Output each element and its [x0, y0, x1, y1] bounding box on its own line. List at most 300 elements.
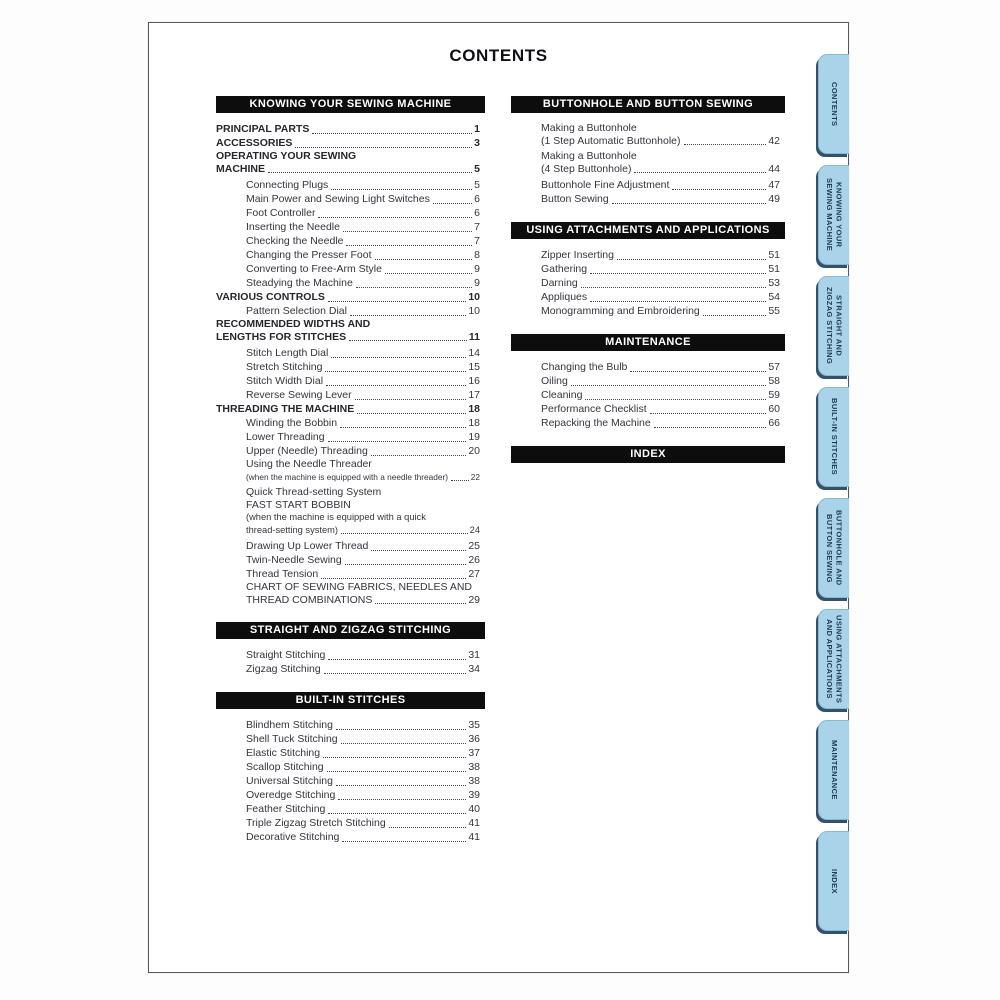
toc-entry-line — [246, 539, 480, 553]
toc-section-straight-and-zigzag-stitching — [216, 622, 485, 676]
section-header-straight-and-zigzag-stitching: STRAIGHT AND ZIGZAG STITCHING — [216, 622, 485, 639]
entry-title: (1 Step Automatic Buttonhole) — [541, 134, 681, 147]
toc-entry[interactable] — [511, 276, 785, 290]
toc-entry-line — [246, 567, 480, 581]
entry-title: (when the machine is equipped with a needle threader) — [246, 471, 449, 482]
toc-entry[interactable] — [216, 830, 485, 844]
entry-title: Using the Needle Threader — [246, 458, 372, 470]
tab-label — [825, 287, 844, 364]
toc-entry[interactable] — [216, 220, 485, 234]
toc-entry[interactable] — [216, 430, 485, 444]
tab-label — [825, 178, 844, 251]
page-number: 18 — [468, 403, 480, 415]
toc-entry-line — [541, 192, 780, 206]
toc-entry[interactable] — [216, 122, 485, 136]
toc-entry[interactable] — [511, 374, 785, 388]
entry-title: RECOMMENDED WIDTHS AND — [216, 318, 371, 330]
toc-entry[interactable] — [216, 788, 485, 802]
toc-entry-line — [246, 732, 480, 746]
dot-leader — [634, 170, 766, 173]
dot-leader — [650, 411, 767, 414]
entry-title: Oiling — [541, 375, 568, 387]
tab-label-line: STRAIGHT AND — [834, 295, 844, 357]
toc-entry[interactable] — [511, 262, 785, 276]
toc-entry[interactable] — [216, 416, 485, 430]
entry-title: Reverse Sewing Lever — [246, 389, 352, 401]
page-number: 51 — [768, 249, 780, 261]
toc-entry[interactable] — [216, 318, 485, 343]
section-header-built-in-stitches: BUILT-IN STITCHES — [216, 692, 485, 709]
tab-label — [825, 615, 844, 703]
page-number: 29 — [468, 593, 480, 606]
page-number: 18 — [468, 417, 480, 429]
toc-entry-line — [246, 276, 480, 290]
dot-leader — [321, 576, 466, 579]
page-number: 1 — [474, 123, 480, 135]
entry-title: Checking the Needle — [246, 235, 344, 247]
toc-entry[interactable] — [216, 388, 485, 402]
toc-entry-line — [246, 346, 480, 360]
page-number: 51 — [768, 263, 780, 275]
page-number: 7 — [474, 235, 480, 247]
toc-entry-line — [246, 416, 480, 430]
tab-label — [829, 740, 839, 800]
toc-entry-line — [246, 760, 480, 774]
dot-leader — [342, 839, 466, 842]
toc-entry[interactable] — [216, 746, 485, 760]
entry-title: Gathering — [541, 263, 588, 275]
entry-title: Triple Zigzag Stretch Stitching — [246, 817, 386, 829]
entry-title: Blindhem Stitching — [246, 719, 333, 731]
toc-entry-line — [541, 416, 780, 430]
tab-built-in-stitches[interactable] — [818, 387, 849, 487]
dot-leader — [268, 170, 472, 173]
page-number: 10 — [468, 291, 480, 303]
entry-title: Connecting Plugs — [246, 179, 329, 191]
dot-leader — [328, 299, 466, 302]
toc-entry-line — [246, 262, 480, 276]
entry-title: Upper (Needle) Threading — [246, 445, 368, 457]
toc-entry-line — [246, 511, 480, 524]
tab-label — [829, 398, 839, 475]
toc-entry-line — [541, 402, 780, 416]
entry-title: Repacking the Machine — [541, 417, 651, 429]
dot-leader — [327, 769, 467, 772]
toc-entry-line — [216, 122, 480, 136]
page-number: 9 — [474, 277, 480, 289]
toc-entry-line — [246, 430, 480, 444]
toc-entry[interactable] — [216, 662, 485, 676]
page-number: 6 — [474, 207, 480, 219]
toc-entry-line — [246, 486, 480, 499]
page-number: 24 — [469, 524, 480, 535]
toc-entry-line — [246, 718, 480, 732]
page-number: 17 — [468, 389, 480, 401]
page-number: 44 — [768, 162, 780, 175]
dot-leader — [295, 145, 472, 148]
dot-leader — [346, 243, 472, 246]
toc-entry-line — [246, 360, 480, 374]
entry-title: Buttonhole Fine Adjustment — [541, 179, 670, 191]
dot-leader — [590, 271, 766, 274]
toc-entry[interactable] — [216, 290, 485, 304]
toc-entry[interactable] — [216, 136, 485, 150]
toc-entry-line — [541, 290, 780, 304]
toc-entry-line — [216, 290, 480, 304]
manual-page — [148, 22, 849, 973]
entry-title: Thread Tension — [246, 568, 319, 580]
toc-entry-line — [246, 248, 480, 262]
page-number: 38 — [468, 775, 480, 787]
toc-entry-line — [246, 374, 480, 388]
tab-label — [829, 869, 839, 894]
tab-knowing-your-sewing-machine[interactable] — [818, 165, 849, 265]
toc-entry-line — [216, 318, 480, 331]
toc-entry[interactable] — [216, 206, 485, 220]
page-number: 5 — [474, 179, 480, 191]
dot-leader — [375, 601, 466, 604]
page-number: 34 — [468, 663, 480, 675]
dot-leader — [581, 285, 767, 288]
dot-leader — [323, 755, 466, 758]
page-number: 54 — [768, 291, 780, 303]
toc-entry[interactable] — [216, 553, 485, 567]
toc-entry-line — [246, 581, 480, 594]
toc-column-right — [511, 96, 785, 479]
toc-entry[interactable] — [511, 178, 785, 192]
toc-entry-line — [246, 802, 480, 816]
toc-entry[interactable] — [216, 774, 485, 788]
toc-entry-line — [216, 163, 480, 176]
page-number: 25 — [468, 540, 480, 552]
toc-entry[interactable] — [511, 248, 785, 262]
toc-entry-line — [246, 192, 480, 206]
entry-title: Performance Checklist — [541, 403, 647, 415]
entry-title: thread-setting system) — [246, 524, 338, 535]
dot-leader — [328, 439, 467, 442]
entry-title: Pattern Selection Dial — [246, 305, 347, 317]
toc-entry[interactable] — [216, 402, 485, 416]
entry-title: FAST START BOBBIN — [246, 498, 351, 511]
dot-leader — [336, 727, 466, 730]
toc-entry[interactable] — [216, 718, 485, 732]
entry-title: Feather Stitching — [246, 803, 326, 815]
tab-maintenance[interactable] — [818, 720, 849, 820]
dot-leader — [385, 271, 472, 274]
toc-entry-line — [541, 374, 780, 388]
toc-entry-line — [246, 662, 480, 676]
toc-entry[interactable] — [216, 360, 485, 374]
section-header-buttonhole-and-button-sewing: BUTTONHOLE AND BUTTON SEWING — [511, 96, 785, 113]
entry-title: Appliques — [541, 291, 588, 303]
dot-leader — [331, 187, 472, 190]
toc-entry[interactable] — [511, 304, 785, 318]
toc-entry[interactable] — [511, 290, 785, 304]
entry-title: Straight Stitching — [246, 649, 326, 661]
section-header-maintenance: MAINTENANCE — [511, 334, 785, 351]
toc-entry[interactable] — [216, 346, 485, 360]
page-number: 35 — [468, 719, 480, 731]
toc-section-buttonhole-and-button-sewing — [511, 96, 785, 206]
entry-title: Elastic Stitching — [246, 747, 321, 759]
toc-entry-line — [216, 136, 480, 150]
page-number: 57 — [768, 361, 780, 373]
tab-label-line: AND APPLICATIONS — [825, 619, 834, 699]
page-number: 66 — [768, 417, 780, 429]
entry-title: PRINCIPAL PARTS — [216, 123, 310, 135]
entry-title: Universal Stitching — [246, 775, 333, 787]
dot-leader — [355, 397, 467, 400]
dot-leader — [451, 478, 469, 481]
toc-entry[interactable] — [511, 360, 785, 374]
toc-entry-line — [541, 304, 780, 318]
tab-label — [829, 82, 839, 126]
entry-title: OPERATING YOUR SEWING — [216, 150, 357, 162]
page-number: 53 — [768, 277, 780, 289]
page-number: 7 — [474, 221, 480, 233]
toc-entry[interactable] — [216, 276, 485, 290]
entry-title: Zipper Inserting — [541, 249, 614, 261]
toc-entry-line — [246, 206, 480, 220]
entry-title: (4 Step Buttonhole) — [541, 162, 632, 175]
tab-using-attachments-and-applications[interactable] — [818, 609, 849, 709]
dot-leader — [349, 338, 467, 341]
toc-entry-line — [246, 444, 480, 458]
tab-label — [825, 510, 844, 586]
tab-straight-and-zigzag-stitching[interactable] — [818, 276, 849, 376]
dot-leader — [312, 131, 472, 134]
section-header-using-attachments-and-applications: USING ATTACHMENTS AND APPLICATIONS — [511, 222, 785, 239]
toc-entry-line — [541, 388, 780, 402]
page-number: 39 — [468, 789, 480, 801]
toc-entry-line — [541, 178, 780, 192]
page-number: 40 — [468, 803, 480, 815]
toc-entry[interactable] — [216, 234, 485, 248]
dot-leader — [328, 811, 466, 814]
entry-title: Drawing Up Lower Thread — [246, 540, 369, 552]
toc-entry-line — [541, 150, 780, 163]
dot-leader — [357, 411, 466, 414]
toc-entry-line — [246, 524, 480, 537]
toc-entry[interactable] — [216, 248, 485, 262]
entry-title: CHART OF SEWING FABRICS, NEEDLES AND — [246, 581, 472, 593]
tab-label-line: SEWING MACHINE — [825, 178, 834, 252]
dot-leader — [341, 741, 467, 744]
toc-entry[interactable] — [216, 581, 485, 606]
entry-title: Darning — [541, 277, 578, 289]
entry-title: ACCESSORIES — [216, 137, 293, 149]
entry-title: Quick Thread-setting System — [246, 486, 382, 498]
page-number: 22 — [470, 471, 480, 482]
toc-entry[interactable] — [216, 648, 485, 662]
tab-index[interactable] — [818, 831, 849, 931]
tab-contents[interactable] — [818, 54, 849, 154]
toc-entry-line — [246, 788, 480, 802]
dot-leader — [371, 453, 467, 456]
toc-section-built-in-stitches — [216, 692, 485, 844]
entry-title: Changing the Bulb — [541, 361, 628, 373]
toc-entry[interactable] — [216, 539, 485, 553]
page-number: 11 — [468, 330, 480, 343]
toc-entry[interactable] — [216, 304, 485, 318]
entry-title: Monogramming and Embroidering — [541, 305, 700, 317]
page-number: 47 — [768, 179, 780, 191]
tab-label-line: CONTENTS — [829, 81, 839, 127]
dot-leader — [326, 383, 466, 386]
toc-entry[interactable] — [216, 567, 485, 581]
dot-leader — [325, 369, 466, 372]
entry-title: Shell Tuck Stitching — [246, 733, 338, 745]
toc-entry[interactable] — [216, 262, 485, 276]
toc-entry-line — [541, 248, 780, 262]
toc-entry[interactable] — [216, 178, 485, 192]
toc-entry-line — [246, 471, 480, 484]
toc-entry-line — [541, 135, 780, 148]
toc-entry-line — [246, 816, 480, 830]
section-header-knowing-your-sewing-machine: KNOWING YOUR SEWING MACHINE — [216, 96, 485, 113]
toc-entry-line — [216, 331, 480, 344]
entry-title: Winding the Bobbin — [246, 417, 338, 429]
entry-title: THREADING THE MACHINE — [216, 403, 355, 415]
toc-entry-line — [246, 234, 480, 248]
dot-leader — [343, 229, 472, 232]
toc-entry-line — [216, 150, 480, 163]
toc-entry-line — [541, 122, 780, 135]
toc-entry[interactable] — [511, 402, 785, 416]
toc-entry[interactable] — [511, 192, 785, 206]
toc-entry-line — [246, 830, 480, 844]
entry-title: VARIOUS CONTROLS — [216, 291, 325, 303]
page-number: 16 — [468, 375, 480, 387]
tab-buttonhole-and-button-sewing[interactable] — [818, 498, 849, 598]
page-number: 38 — [468, 761, 480, 773]
page-number: 27 — [468, 568, 480, 580]
dot-leader — [654, 425, 767, 428]
entry-title: (when the machine is equipped with a quick — [246, 512, 426, 522]
page-number: 55 — [768, 305, 780, 317]
toc-entry-line — [246, 746, 480, 760]
dot-leader — [585, 397, 766, 400]
page-number: 9 — [474, 263, 480, 275]
page-number: 42 — [768, 134, 780, 147]
toc-entry-line — [541, 360, 780, 374]
entry-title: Decorative Stitching — [246, 831, 340, 843]
dot-leader — [590, 299, 766, 302]
toc-entry[interactable] — [216, 802, 485, 816]
entry-title: Inserting the Needle — [246, 221, 340, 233]
entry-title: THREAD COMBINATIONS — [246, 593, 373, 606]
entry-title: MACHINE — [216, 162, 265, 175]
tab-label-line: BUTTON SEWING — [825, 513, 834, 583]
page-number: 3 — [474, 137, 480, 149]
toc-entry[interactable] — [216, 760, 485, 774]
toc-entry[interactable] — [216, 374, 485, 388]
page-number: 6 — [474, 193, 480, 205]
page-number: 60 — [768, 403, 780, 415]
dot-leader — [350, 313, 466, 316]
toc-entry-line — [246, 458, 480, 471]
entry-title: Stretch Stitching — [246, 361, 323, 373]
toc-entry-line — [246, 304, 480, 318]
toc-entry-line — [246, 594, 480, 607]
dot-leader — [341, 531, 468, 534]
dot-leader — [375, 257, 473, 260]
dot-leader — [617, 257, 766, 260]
entry-title: Making a Buttonhole — [541, 122, 637, 134]
toc-entry-line — [246, 220, 480, 234]
toc-section-knowing-your-sewing-machine — [216, 96, 485, 606]
page-title: CONTENTS — [449, 46, 548, 65]
toc-entry[interactable] — [511, 388, 785, 402]
toc-section-maintenance — [511, 334, 785, 430]
dot-leader — [612, 201, 767, 204]
dot-leader — [324, 671, 467, 674]
toc-entry[interactable] — [511, 122, 785, 147]
dot-leader — [571, 383, 766, 386]
toc-entry[interactable] — [216, 486, 485, 536]
toc-entry[interactable] — [511, 150, 785, 175]
toc-entry-line — [246, 648, 480, 662]
toc-entry-line — [246, 499, 480, 512]
tab-label-line: INDEX — [829, 868, 839, 894]
dot-leader — [338, 797, 466, 800]
dot-leader — [336, 783, 466, 786]
entry-title: Stitch Width Dial — [246, 375, 324, 387]
dot-leader — [331, 355, 466, 358]
page-number: 41 — [468, 831, 480, 843]
dot-leader — [684, 142, 767, 145]
tab-label-line: ZIGZAG STITCHING — [825, 287, 834, 365]
toc-entry[interactable] — [216, 458, 485, 483]
dot-leader — [356, 285, 472, 288]
page-number: 10 — [468, 305, 480, 317]
tab-label-line: BUTTONHOLE AND — [834, 510, 844, 586]
entry-title: Converting to Free-Arm Style — [246, 263, 382, 275]
toc-entry[interactable] — [216, 192, 485, 206]
tab-label-line: KNOWING YOUR — [834, 182, 844, 248]
toc-entry[interactable] — [511, 416, 785, 430]
entry-title: Making a Buttonhole — [541, 150, 637, 162]
toc-entry-line — [541, 262, 780, 276]
toc-section-index — [511, 446, 785, 463]
page-number: 31 — [468, 649, 480, 661]
page-number: 58 — [768, 375, 780, 387]
toc-entry[interactable] — [216, 732, 485, 746]
page-number: 41 — [468, 817, 480, 829]
toc-entry[interactable] — [216, 150, 485, 175]
toc-entry[interactable] — [216, 444, 485, 458]
page-number: 20 — [468, 445, 480, 457]
dot-leader — [318, 215, 472, 218]
page-number: 19 — [468, 431, 480, 443]
entry-title: Scallop Stitching — [246, 761, 324, 773]
toc-entry-line — [541, 163, 780, 176]
dot-leader — [630, 369, 766, 372]
dot-leader — [371, 548, 466, 551]
dot-leader — [433, 201, 472, 204]
dot-leader — [389, 825, 467, 828]
entry-title: Twin-Needle Sewing — [246, 554, 342, 566]
toc-entry-line — [246, 774, 480, 788]
section-header-index: INDEX — [511, 446, 785, 463]
entry-title: Foot Controller — [246, 207, 316, 219]
tab-label-line: USING ATTACHMENTS — [834, 614, 844, 704]
page-number: 8 — [474, 249, 480, 261]
dot-leader — [340, 425, 466, 428]
toc-entry-line — [246, 178, 480, 192]
page-number: 26 — [468, 554, 480, 566]
toc-entry[interactable] — [216, 816, 485, 830]
